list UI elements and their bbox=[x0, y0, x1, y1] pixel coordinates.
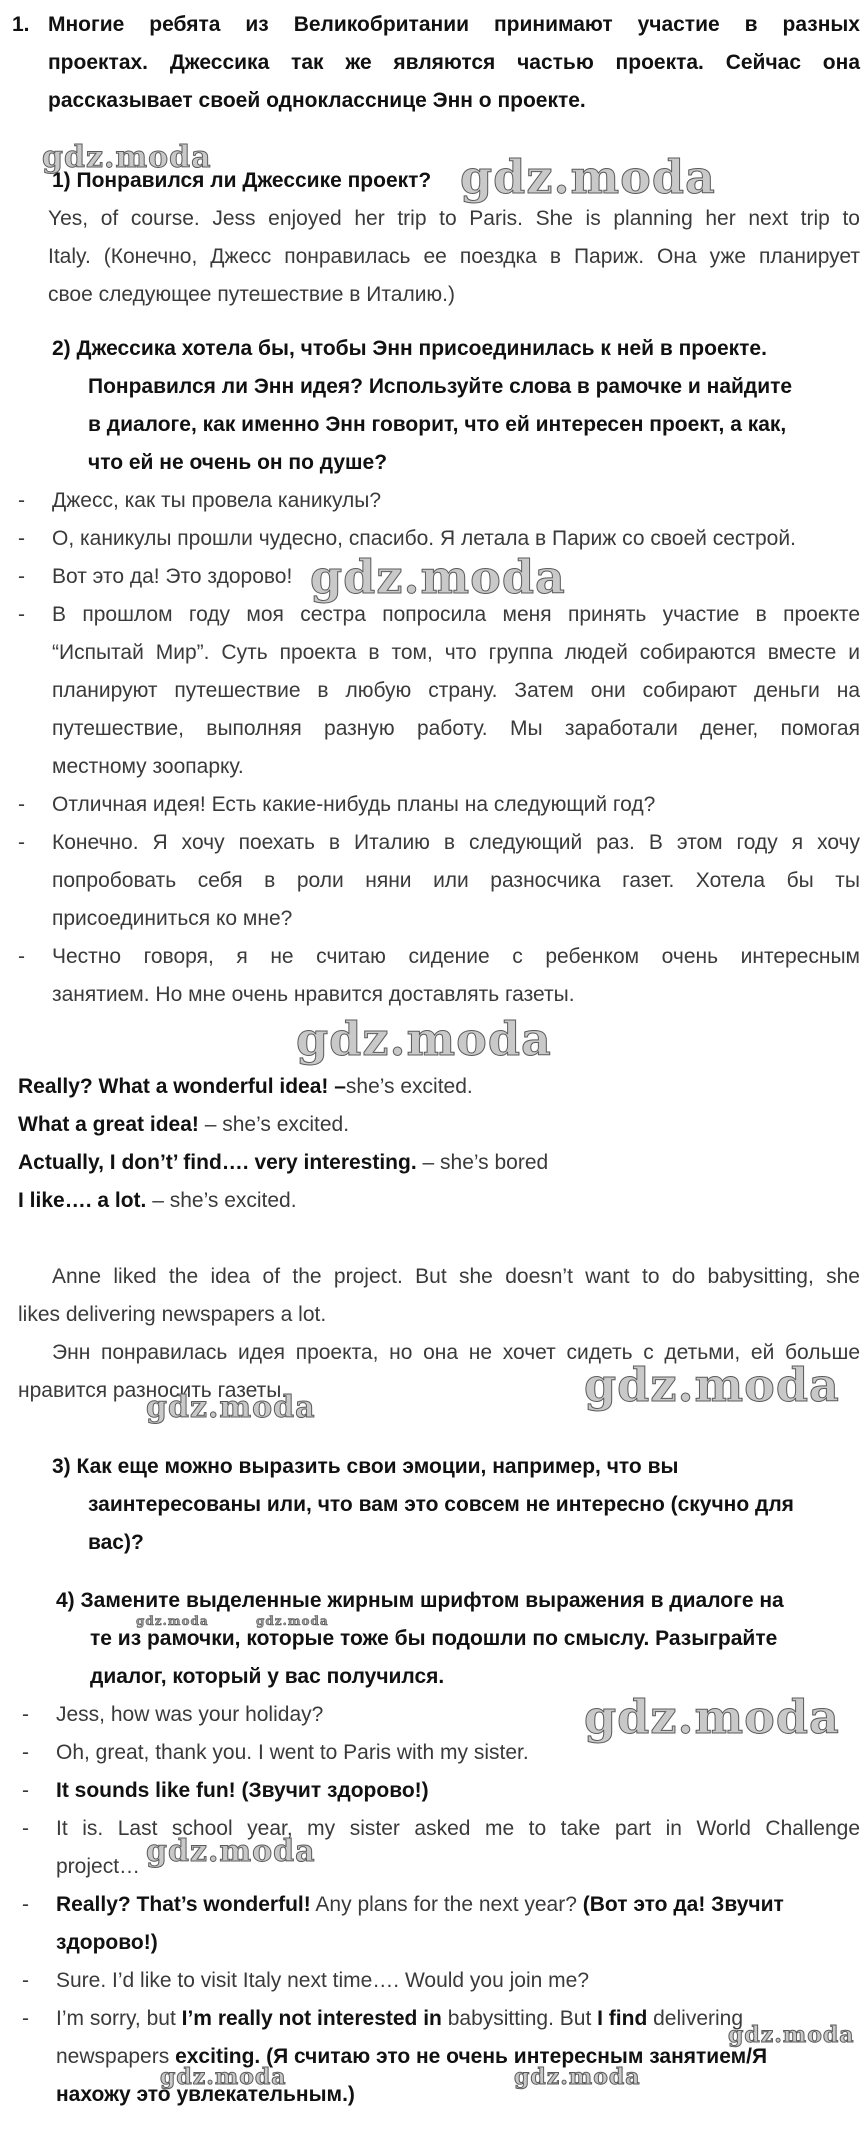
watermark: gdz.moda bbox=[460, 150, 716, 204]
dialogue-line bbox=[56, 2000, 743, 2038]
dialogue-dash: - bbox=[18, 945, 25, 968]
dialogue-line: It sounds like fun! (Звучит здорово!) bbox=[56, 1779, 429, 1802]
watermark: gdz.moda bbox=[728, 2022, 855, 2048]
question-3-title-line: вас)? bbox=[88, 1531, 144, 1554]
dialogue-dash: - bbox=[18, 831, 25, 854]
dialogue-line: Конечно. Я хочу поехать в Италию в следующий раз. В этом году я хочу bbox=[52, 831, 860, 854]
watermark: gdz.moda bbox=[146, 1834, 316, 1869]
watermark: gdz.moda bbox=[42, 140, 212, 175]
question-2-title: 2) Джессика хотела бы, чтобы Энн присоединилась к ней в проекте. bbox=[52, 337, 767, 360]
dialogue-line: присоединиться ко мне? bbox=[52, 907, 293, 930]
question-3-title: 3) Как еще можно выразить свои эмоции, например, что вы bbox=[52, 1455, 679, 1478]
dialogue-line bbox=[56, 1886, 784, 1924]
dialogue-line: здорово!) bbox=[56, 1931, 158, 1954]
dialogue-bold: Really? That’s wonderful! bbox=[56, 1893, 311, 1916]
phrase-bold: I like…. a lot. bbox=[18, 1189, 147, 1212]
task-number: 1. bbox=[12, 13, 30, 36]
dialogue-bold: exciting. (Я считаю это не очень интересным занятием/Я bbox=[175, 2045, 768, 2068]
dialogue-dash: - bbox=[22, 1703, 29, 1726]
dialogue-line: Отличная идея! Есть какие-нибудь планы на следующий год? bbox=[52, 793, 656, 816]
dialogue-dash: - bbox=[22, 1969, 29, 1992]
dialogue-line: нахожу это увлекательным.) bbox=[56, 2083, 355, 2106]
watermark: gdz.moda bbox=[310, 550, 566, 604]
dialogue-bold: I’m really not interested in bbox=[181, 2007, 442, 2030]
dialogue-line: занятием. Но мне очень нравится доставлять газеты. bbox=[52, 983, 575, 1006]
question-1-answer-line: Yes, of course. Jess enjoyed her trip to Paris. She is planning her next trip to bbox=[48, 207, 860, 230]
dialogue-line: Джесс, как ты провела каникулы? bbox=[52, 489, 382, 512]
question-3-title-line: заинтересованы или, что вам это совсем не интересно (скучно для bbox=[88, 1493, 794, 1516]
dialogue-dash: - bbox=[18, 793, 25, 816]
dialogue-text: I’m sorry, but bbox=[56, 2007, 182, 2030]
phrase-bold: Really? What a wonderful idea! – bbox=[18, 1075, 346, 1098]
dialogue-dash: - bbox=[18, 603, 25, 626]
question-1-answer-line: свое следующее путешествие в Италию.) bbox=[48, 283, 456, 306]
question-4-title-line: диалог, который у вас получился. bbox=[90, 1665, 445, 1688]
dialogue-line: попробовать себя в роли няни или разносчика газет. Хотела бы ты bbox=[52, 869, 860, 892]
summary-ru-line: нравится разносить газеты. bbox=[18, 1379, 288, 1402]
watermark: gdz.moda bbox=[296, 1012, 552, 1066]
dialogue-dash: - bbox=[22, 1779, 29, 1802]
watermark: gdz.moda bbox=[160, 2064, 287, 2090]
dialogue-line: Oh, great, thank you. I went to Paris with my sister. bbox=[56, 1741, 529, 1764]
watermark: gdz.moda bbox=[136, 1614, 209, 1628]
dialogue-dash: - bbox=[18, 565, 25, 588]
phrase-bold: Actually, I don’t’ find…. very interesting. bbox=[18, 1151, 417, 1174]
phrase-line bbox=[18, 1068, 473, 1106]
question-2-title-line: Понравился ли Энн идея? Используйте слова в рамочке и найдите bbox=[88, 375, 793, 398]
dialogue-text: Any plans for the next year? bbox=[310, 1893, 583, 1916]
watermark: gdz.moda bbox=[146, 1390, 316, 1425]
intro-line-1: Многие ребята из Великобритании принимают участие в разных bbox=[48, 13, 860, 36]
watermark: gdz.moda bbox=[584, 1690, 840, 1744]
watermark: gdz.moda bbox=[584, 1358, 840, 1412]
dialogue-line: Jess, how was your holiday? bbox=[56, 1703, 324, 1726]
phrase-note: – she’s excited. bbox=[198, 1113, 350, 1136]
dialogue-bold: I find bbox=[597, 2007, 648, 2030]
summary-en-line: likes delivering newspapers a lot. bbox=[18, 1303, 327, 1326]
dialogue-line: О, каникулы прошли чудесно, спасибо. Я летала в Париж со своей сестрой. bbox=[52, 527, 796, 550]
watermark: gdz.moda bbox=[256, 1614, 329, 1628]
phrase-note: – she’s bored bbox=[416, 1151, 549, 1174]
intro-line-2: проектах. Джессика так же являются частью проекта. Сейчас она bbox=[48, 51, 860, 74]
dialogue-line: Sure. I’d like to visit Italy next time…. Would you join me? bbox=[56, 1969, 589, 1992]
dialogue-dash: - bbox=[22, 1741, 29, 1764]
phrase-bold: What a great idea! bbox=[18, 1113, 199, 1136]
dialogue-line: It is. Last school year, my sister asked me to take part in World Challenge bbox=[56, 1817, 860, 1840]
summary-ru-line: Энн понравилась идея проекта, но она не хочет сидеть с детьми, ей больше bbox=[52, 1341, 860, 1364]
dialogue-line: путешествие, выполняя разную работу. Мы заработали денег, помогая bbox=[52, 717, 860, 740]
dialogue-dash: - bbox=[18, 489, 25, 512]
dialogue-line: В прошлом году моя сестра попросила меня принять участие в проекте bbox=[52, 603, 860, 626]
dialogue-text: delivering bbox=[647, 2007, 744, 2030]
dialogue-line: project… bbox=[56, 1855, 141, 1878]
watermark: gdz.moda bbox=[514, 2064, 641, 2090]
dialogue-line: Вот это да! Это здорово! bbox=[52, 565, 293, 588]
dialogue-line: Честно говоря, я не считаю сидение с ребенком очень интересным bbox=[52, 945, 860, 968]
phrase-note: – she’s excited. bbox=[146, 1189, 297, 1212]
question-2-title-line: в диалоге, как именно Энн говорит, что ей интересен проект, а как, bbox=[88, 413, 787, 436]
dialogue-dash: - bbox=[18, 527, 25, 550]
phrase-line bbox=[18, 1144, 548, 1182]
question-1-answer-line: Italy. (Конечно, Джесс понравилась ее поездка в Париж. Она уже планирует bbox=[48, 245, 860, 268]
phrase-note: she’s excited. bbox=[345, 1075, 473, 1098]
dialogue-line: “Испытай Мир”. Суть проекта в том, что группа людей собираются вместе и bbox=[52, 641, 860, 664]
dialogue-bold: (Вот это да! Звучит bbox=[582, 1893, 784, 1916]
dialogue-dash: - bbox=[22, 1893, 29, 1916]
question-1-title: 1) Понравился ли Джессике проект? bbox=[52, 169, 432, 192]
phrase-line bbox=[18, 1106, 349, 1144]
intro-line-3: рассказывает своей однокласснице Энн о проекте. bbox=[48, 89, 586, 112]
summary-en-line: Anne liked the idea of the project. But she doesn’t want to do babysitting, she bbox=[52, 1265, 860, 1288]
dialogue-line: местному зоопарку. bbox=[52, 755, 244, 778]
dialogue-dash: - bbox=[22, 2007, 29, 2030]
dialogue-line: планируют путешествие в любую страну. Затем они собирают деньги на bbox=[52, 679, 860, 702]
dialogue-text: newspapers bbox=[56, 2045, 176, 2068]
question-2-title-line: что ей не очень он по душе? bbox=[88, 451, 388, 474]
dialogue-text: babysitting. But bbox=[441, 2007, 598, 2030]
question-4-title-line: те из рамочки, которые тоже бы подошли по смыслу. Разыграйте bbox=[90, 1627, 778, 1650]
phrase-line bbox=[18, 1182, 297, 1220]
dialogue-dash: - bbox=[22, 1817, 29, 1840]
question-4-title: 4) Замените выделенные жирным шрифтом выражения в диалоге на bbox=[56, 1589, 784, 1612]
